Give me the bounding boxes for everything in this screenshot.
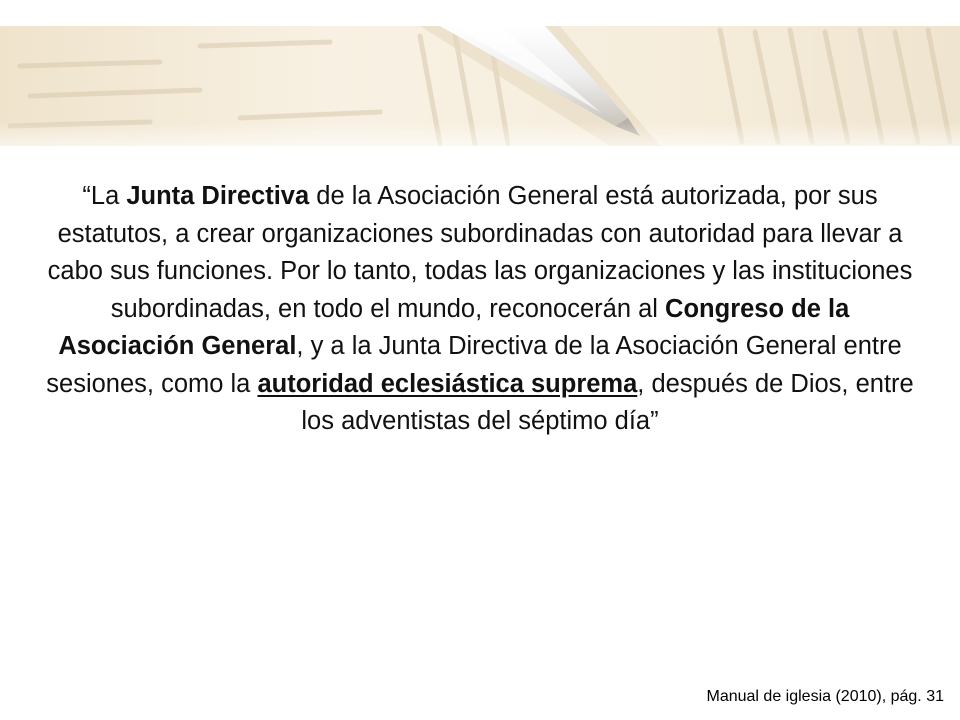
pen-paper-illustration xyxy=(0,26,960,146)
citation-source: Manual de iglesia (2010), pág. 31 xyxy=(706,688,944,705)
quote-close-mark: ” xyxy=(650,407,659,435)
quote-bold-underlined-autoridad xyxy=(257,370,637,398)
quote-text-1: La xyxy=(90,182,127,210)
quote-text-4: , después de Dios, entre los adventistas del séptimo día xyxy=(301,369,914,435)
header-banner-image xyxy=(0,26,960,146)
quote-underline-autoridad: autoridad eclesiástica suprema xyxy=(257,369,638,398)
quote-paragraph xyxy=(40,178,920,441)
quote-bold-junta-directiva: Junta Directiva xyxy=(126,182,310,210)
quote-bold-congreso: Congreso de la Asociación General xyxy=(58,294,850,360)
quote-open-mark: “ xyxy=(82,182,91,210)
quote-text-2: de la Asociación General está autorizada, por sus estatutos, a crear organizaciones subordinadas con autoridad para llevar a cabo sus funciones. Por lo tanto, todas las organizaciones y las instituciones subordinadas, en todo el mundo, reconocerán al xyxy=(47,182,913,323)
quote-text-3: , y a la Junta Directiva de la Asociación General entre sesiones, como la xyxy=(46,332,902,398)
